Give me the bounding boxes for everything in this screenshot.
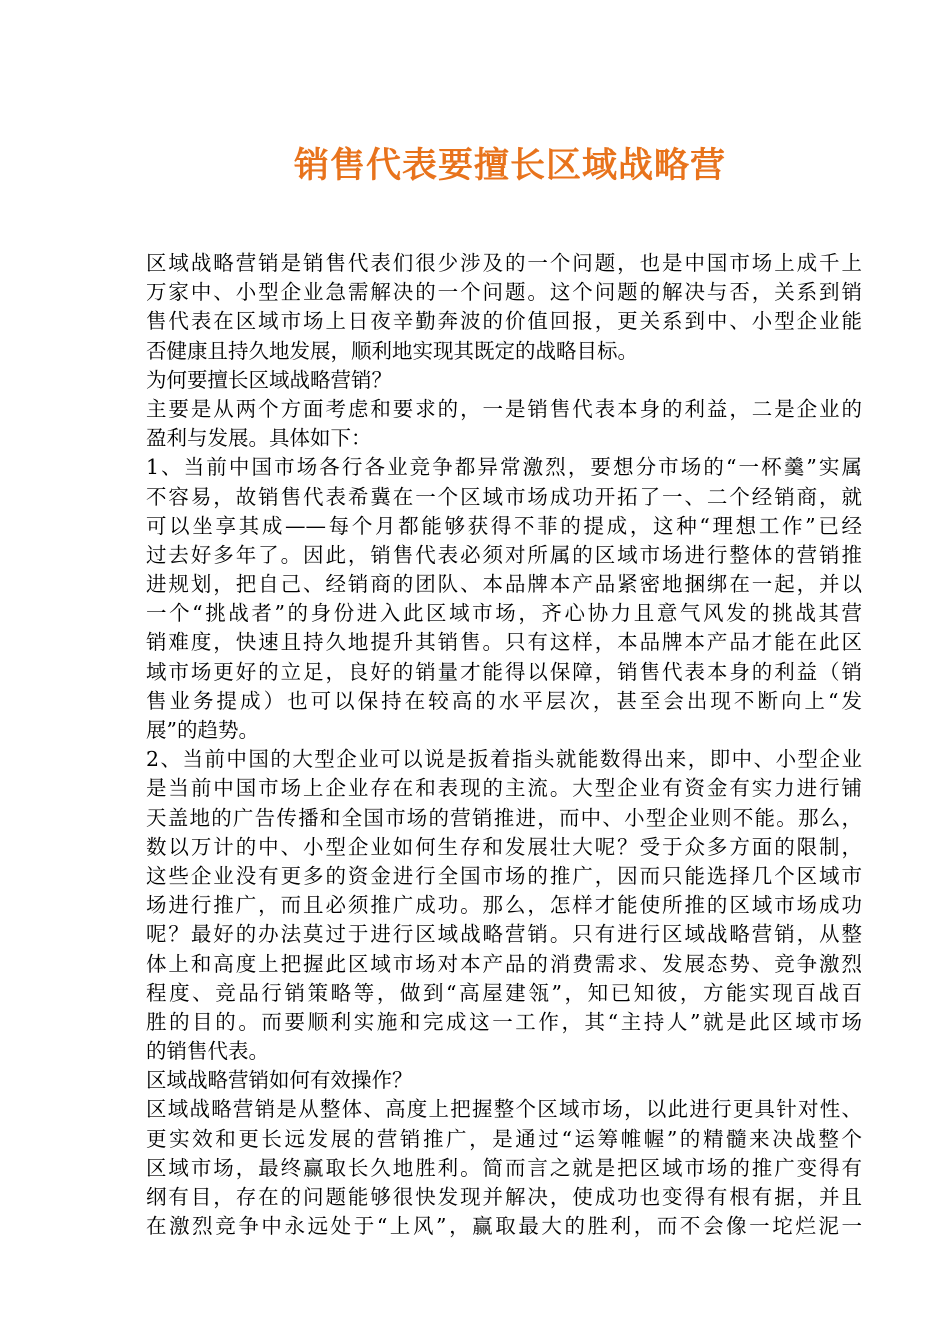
body-line: 否健康且持久地发展，顺利地实现其既定的战略目标。 [146, 338, 638, 363]
section-heading: 区域战略营销如何有效操作？ [146, 1068, 413, 1093]
body-line: 不容易，故销售代表希冀在一个区域市场成功开拓了一、二个经销商，就 [146, 484, 862, 509]
body-line: 过去好多年了。因此，销售代表必须对所属的区域市场进行整体的营销推 [146, 542, 862, 567]
body-line: 售业务提成）也可以保持在较高的水平层次，甚至会出现不断向上“发 [146, 688, 862, 713]
section-heading: 为何要擅长区域战略营销？ [146, 367, 392, 392]
body-line: 1、当前中国市场各行各业竞争都异常激烈，要想分市场的“一杯羹”实属 [146, 455, 862, 480]
body-line: 区域市场，最终赢取长久地胜利。简而言之就是把区域市场的推广变得有 [146, 1155, 862, 1180]
body-line: 销难度，快速且持久地提升其销售。只有这样，本品牌本产品才能在此区 [146, 630, 862, 655]
body-line: 纲有目，存在的问题能够很快发现并解决，使成功也变得有根有据，并且 [146, 1185, 862, 1209]
body-line: 2、当前中国的大型企业可以说是扳着指头就能数得出来，即中、小型企业 [146, 747, 862, 772]
document-title: 销售代表要擅长区域战略营 [293, 145, 726, 186]
body-line: 盈利与发展。具体如下： [146, 426, 372, 451]
body-line: 区域战略营销是销售代表们很少涉及的一个问题，也是中国市场上成千上 [146, 251, 862, 275]
document-body [146, 249, 862, 1241]
body-line: 程度、竞品行销策略等，做到“高屋建瓴”，知已知彼，方能实现百战百 [146, 980, 862, 1005]
body-line: 场进行推广，而且必须推广成功。那么，怎样才能使所推的区域市场成功 [146, 893, 862, 918]
body-line: 域市场更好的立足，良好的销量才能得以保障，销售代表本身的利益（销 [146, 659, 862, 684]
body-line: 主要是从两个方面考虑和要求的，一是销售代表本身的利益，二是企业的 [146, 396, 862, 421]
body-line: 更实效和更长远发展的营销推广，是通过“运筹帷幄”的精髓来决战整个 [146, 1126, 862, 1151]
body-line: 数以万计的中、小型企业如何生存和发展壮大呢？受于众多方面的限制， [146, 834, 862, 859]
body-line: 区域战略营销是从整体、高度上把握整个区域市场，以此进行更具针对性、 [146, 1097, 862, 1122]
body-line: 体上和高度上把握此区域市场对本产品的消费需求、发展态势、竞争激烈 [146, 951, 862, 976]
body-line: 展”的趋势。 [146, 718, 259, 742]
body-line: 售代表在区域市场上日夜辛勤奔波的价值回报，更关系到中、小型企业能 [146, 309, 862, 334]
body-line: 在激烈竞争中永远处于“上风”，赢取最大的胜利，而不会像一坨烂泥一 [146, 1214, 862, 1239]
body-line: 可以坐享其成——每个月都能够获得不菲的提成，这种“理想工作”已经 [146, 513, 862, 538]
body-line: 一个“挑战者”的身份进入此区域市场，齐心协力且意气风发的挑战其营 [146, 601, 862, 626]
body-line: 进规划，把自己、经销商的团队、本品牌本产品紧密地捆绑在一起，并以 [146, 572, 862, 597]
body-line: 万家中、小型企业急需解决的一个问题。这个问题的解决与否，关系到销 [146, 280, 862, 305]
body-line: 呢？最好的办法莫过于进行区域战略营销。只有进行区域战略营销，从整 [146, 922, 862, 947]
body-line: 是当前中国市场上企业存在和表现的主流。大型企业有资金有实力进行铺 [146, 776, 862, 801]
body-line: 胜的目的。而要顺利实施和完成这一工作，其“主持人”就是此区域市场 [146, 1009, 862, 1034]
body-line: 天盖地的广告传播和全国市场的营销推进，而中、小型企业则不能。那么， [146, 805, 862, 830]
body-line: 的销售代表。 [146, 1039, 269, 1064]
body-line: 这些企业没有更多的资金进行全国市场的推广，因而只能选择几个区域市 [146, 863, 862, 888]
